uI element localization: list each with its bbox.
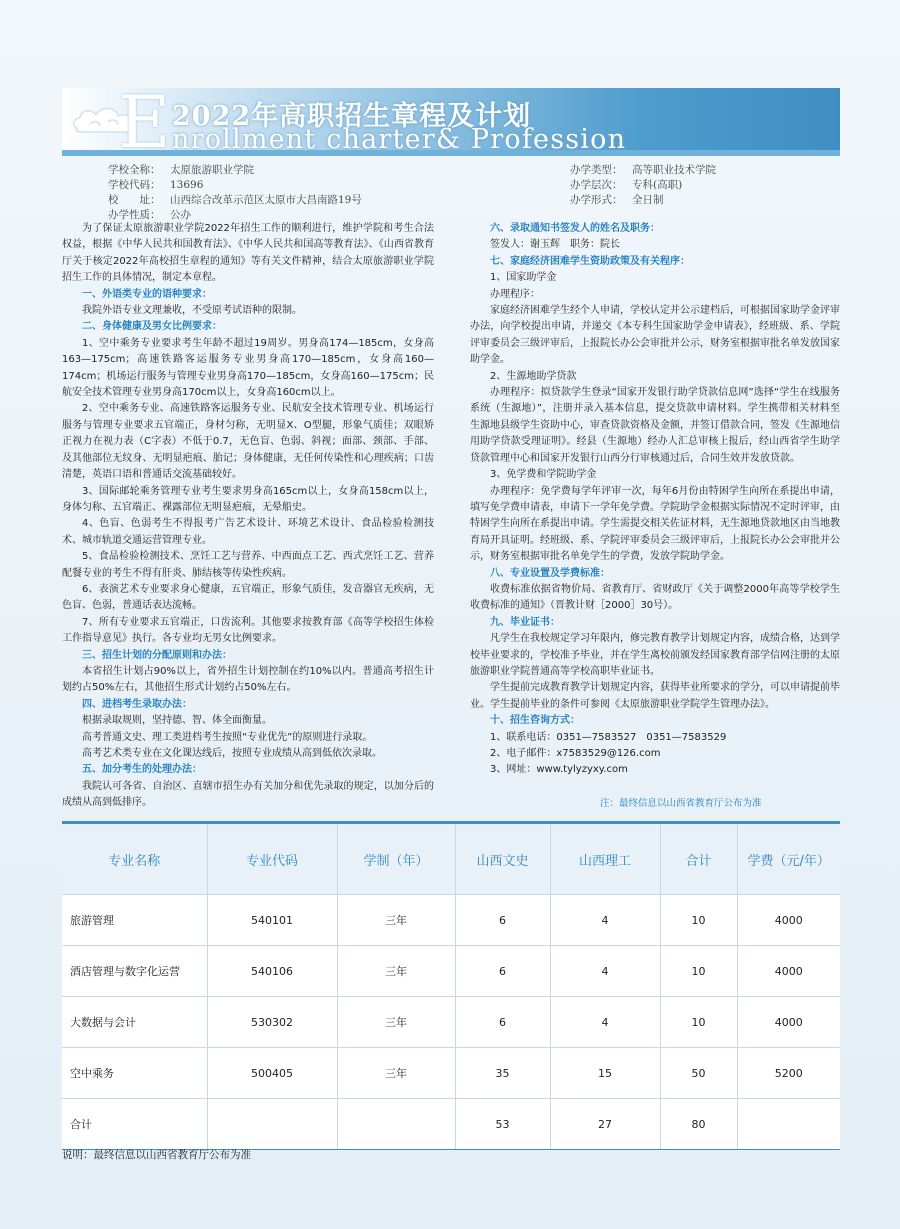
table-cell: 三年	[337, 946, 455, 997]
paragraph: 7、所有专业要求五官端正，口齿流利。其他要求按教育部《高等学校招生体检工作指导意见》执行。各专业均无男女比例要求。	[62, 616, 434, 645]
table-header: 山西理工	[550, 824, 660, 895]
table-cell: 4000	[737, 997, 840, 1048]
table-cell: 4000	[737, 946, 840, 997]
paragraph: 高考普通文史、理工类进档考生按照“专业优先”的原则进行录取。	[82, 731, 373, 743]
school-info-left	[108, 163, 362, 223]
contact-email[interactable]: 2、电子邮件：x7583529@126.com	[490, 748, 661, 759]
page-title: 2022年高职招生章程及计划	[172, 101, 532, 132]
table-cell: 15	[550, 1048, 660, 1099]
table-cell: 530302	[207, 997, 337, 1048]
paragraph: 5、食品检验检测技术、烹饪工艺与营养、中西面点工艺、西式烹饪工艺、营养配餐专业的考生不得有肝炎、肺结核等传染性疾病。	[62, 551, 434, 579]
paragraph: 本省招生计划占90%以上，省外招生计划控制在约10%以内。普通高考招生计划约占50%左右，其他招生形式计划约占50%左右。	[62, 665, 434, 694]
left-column	[62, 221, 434, 812]
paragraph: 我院认可各省、自治区、直辖市招生办有关加分和优先录取的规定，以加分后的成绩从高到低排序。	[62, 780, 434, 809]
section-heading: 五、加分考生的处理办法：	[82, 764, 202, 776]
info-row: 学校全称： 太原旅游职业学院	[108, 164, 254, 176]
school-info-right	[570, 163, 716, 208]
table-header: 学费（元/年）	[737, 824, 840, 895]
paragraph: 我院外语专业文理兼收，不受原考试语种的限制。	[82, 305, 302, 317]
paragraph: 4、色盲、色弱考生不得报考广告艺术设计、环境艺术设计、食品检验检测技术、城市轨道交通运营管理专业。	[62, 518, 434, 546]
table-cell	[207, 1099, 337, 1150]
table-row	[62, 895, 840, 946]
paragraph: 办理程序：免学费每学年评审一次，每年6月份由特困学生向所在系提出申请，填写免学费申请表，申请下一学年免学费。学院助学金根据实际情况不定时评审，由特困学生向所在系提出申请。学生需提交相关佐证材料，无生源地贷款地区由当地教育局开具证明。经班级、系、学院评审委员会三级评审后，上报院长办公会审批并公示，财务室根据审批名单免学生的学费，发放学院助学金。	[470, 485, 840, 563]
section-heading: 二、身体健康及男女比例要求：	[82, 321, 222, 333]
paragraph: 1、空中乘务专业要求考生年龄不超过19周岁。男身高174—185cm，女身高163—175cm；高速铁路客运服务专业男身高170—185cm，女身高160—174cm；机场运行服务与管理专业男身高170—185cm，女身高160—175cm；民航安全技术管理专业男身高170cm以上，女身高160cm以上。	[62, 337, 434, 399]
table-cell: 空中乘务	[62, 1048, 207, 1099]
table-cell: 6	[455, 997, 550, 1048]
paragraph: 学生提前完成教育教学计划规定内容，获得毕业所要求的学分，可以申请提前毕业。学生提前毕业的条件可参阅《太原旅游职业学院学生管理办法》。	[470, 682, 840, 710]
table-cell: 6	[455, 895, 550, 946]
table-header: 合计	[660, 824, 737, 895]
intro-paragraph: 为了保证太原旅游职业学院2022年招生工作的顺利进行，维护学院和考生合法权益，根据《中华人民共和国教育法》、《中华人民共和国高等教育法》、《山西省教育厅关于核定2022年高校招生章程的通知》等有关文件精神，结合太原旅游职业学院招生工作的具体情况，制定本章程。	[62, 223, 434, 284]
page-subtitle: nrollment charter& Profession	[172, 124, 627, 155]
table-cell: 10	[660, 946, 737, 997]
info-row: 办学形式： 全日制	[570, 194, 664, 206]
header-initial-letter: E	[118, 80, 171, 164]
table-cell: 6	[455, 946, 550, 997]
table-cell: 旅游管理	[62, 895, 207, 946]
table-cell: 80	[660, 1099, 737, 1150]
info-row: 办学类型： 高等职业技术学院	[570, 164, 716, 176]
table-cell: 500405	[207, 1048, 337, 1099]
table-row	[62, 946, 840, 997]
paragraph: 家庭经济困难学生经个人申请，学校认定并公示建档后，可根据国家助学金评审办法，向学校提出申请，并递交《本专科生国家助学金申请表》，经班级、系、学院评审委员会三级评审后，上报院长办公会审批并公示，财务室根据审批名单发放国家助学金。	[470, 305, 840, 366]
table-cell: 4000	[737, 895, 840, 946]
paragraph: 签发人：谢玉辉 职务：院长	[490, 239, 620, 251]
table-cell: 4	[550, 946, 660, 997]
info-row: 学校代码： 13696	[108, 179, 204, 191]
table-cell: 三年	[337, 895, 455, 946]
section-heading: 六、录取通知书签发人的姓名及职务：	[490, 223, 660, 234]
right-note: 注：最终信息以山西省教育厅公布为准	[600, 798, 762, 809]
table-row	[62, 1048, 840, 1099]
contact-phone: 1、联系电话：0351—7583527 0351—7583529	[490, 731, 727, 743]
table-cell: 三年	[337, 997, 455, 1048]
section-heading: 九、毕业证书：	[490, 616, 560, 628]
contact-website[interactable]: 3、网址：www.tylyzyxy.com	[490, 764, 628, 776]
paragraph: 凡学生在我校规定学习年限内，修完教育教学计划规定内容，成绩合格，达到学校毕业要求的，学校准予毕业，并在学生离校前颁发经国家教育部学信网注册的太原旅游职业学院普通高等学校高职毕业证书。	[470, 633, 840, 677]
subheading: 3、免学费和学院助学金	[490, 469, 597, 481]
table-cell	[337, 1099, 455, 1150]
table-total-row	[62, 1099, 840, 1150]
table-cell: 4	[550, 997, 660, 1048]
paragraph: 6、表演艺术专业要求身心健康，五官端正，形象气质佳，发音器官无疾病，无色盲、色弱，普通话表达流畅。	[62, 583, 434, 612]
table-cell: 大数据与会计	[62, 997, 207, 1048]
paragraph: 办理程序：拟贷款学生登录“国家开发银行助学贷款信息网”选择“学生在线服务系统（生源地）”，注册并录入基本信息，提交贷款申请材料。学生携带相关材料至生源地县级学生资助中心，审查贷款资格及金额，并签订借款合同，签发《生源地信用助学贷款受理证明》。经县（生源地）经办人汇总审核上报后，经山西省学生助学贷款管理中心和国家开发银行山西分行审核通过后，合同生效并发放贷款。	[470, 387, 840, 464]
table-cell: 35	[455, 1048, 550, 1099]
table-header: 山西文史	[455, 824, 550, 895]
table-header: 专业代码	[207, 824, 337, 895]
table-cell: 合计	[62, 1099, 207, 1150]
table-header-row	[62, 824, 840, 895]
info-row: 校 址： 山西综合改革示范区太原市大昌南路19号	[108, 194, 362, 206]
info-row: 办学层次： 专科(高职)	[570, 179, 683, 191]
section-heading: 三、招生计划的分配原则和办法：	[82, 649, 232, 661]
enrollment-table	[62, 821, 840, 1150]
paragraph: 高考艺术类专业在文化课达线后，按照专业成绩从高到低依次录取。	[82, 748, 382, 759]
footer-note: 说明：最终信息以山西省教育厅公布为准	[62, 1149, 251, 1161]
table-cell: 50	[660, 1048, 737, 1099]
subheading: 1、国家助学金	[490, 272, 557, 284]
table-row	[62, 997, 840, 1048]
section-heading: 七、家庭经济困难学生资助政策及有关程序：	[490, 255, 690, 267]
table-cell: 27	[550, 1099, 660, 1150]
section-heading: 十、招生咨询方式：	[490, 715, 580, 727]
table-cell: 10	[660, 895, 737, 946]
table-cell: 4	[550, 895, 660, 946]
section-heading: 四、进档考生录取办法：	[82, 698, 192, 710]
section-heading: 八、专业设置及学费标准：	[490, 567, 610, 579]
table-cell: 10	[660, 997, 737, 1048]
subheading: 2、生源地助学贷款	[490, 370, 577, 382]
paragraph: 3、国际邮轮乘务管理专业考生要求男身高165cm以上，女身高158cm以上，身体匀称、五官端正、裸露部位无明显疤痕，无晕船史。	[62, 485, 434, 513]
right-column	[470, 221, 840, 779]
table-cell: 540106	[207, 946, 337, 997]
paragraph: 根据录取规则，坚持德、智、体全面衡量。	[82, 715, 272, 727]
table-cell: 5200	[737, 1048, 840, 1099]
info-row: 办学性质： 公办	[108, 209, 191, 221]
paragraph: 2、空中乘务专业、高速铁路客运服务专业、民航安全技术管理专业、机场运行服务与管理专业要求五官端正，身材匀称，无明显X、O型腿，形象气质佳；双眼矫正视力在视力表（C字表）不低于0.7，无色盲、色弱、斜视；面部、颈部、手部、及其他部位无纹身、无明显疤痕、胎记；身体健康，无任何传染性和心理疾病；口齿清楚，英语口语和普通话交流基础较好。	[62, 403, 434, 481]
table-cell: 53	[455, 1099, 550, 1150]
enrollment-plan-table	[62, 824, 840, 1150]
paragraph: 收费标准依据省物价局、省教育厅、省财政厅《关于调整2000年高等学校学生收费标准的通知》（晋教计财［2000］30号）。	[470, 583, 840, 612]
table-header: 专业名称	[62, 824, 207, 895]
section-heading: 一、外语类专业的语种要求：	[82, 288, 212, 300]
table-cell	[737, 1099, 840, 1150]
table-cell: 酒店管理与数字化运营	[62, 946, 207, 997]
subheading: 办理程序：	[490, 288, 540, 300]
table-header: 学制（年）	[337, 824, 455, 895]
table-cell: 三年	[337, 1048, 455, 1099]
table-cell: 540101	[207, 895, 337, 946]
